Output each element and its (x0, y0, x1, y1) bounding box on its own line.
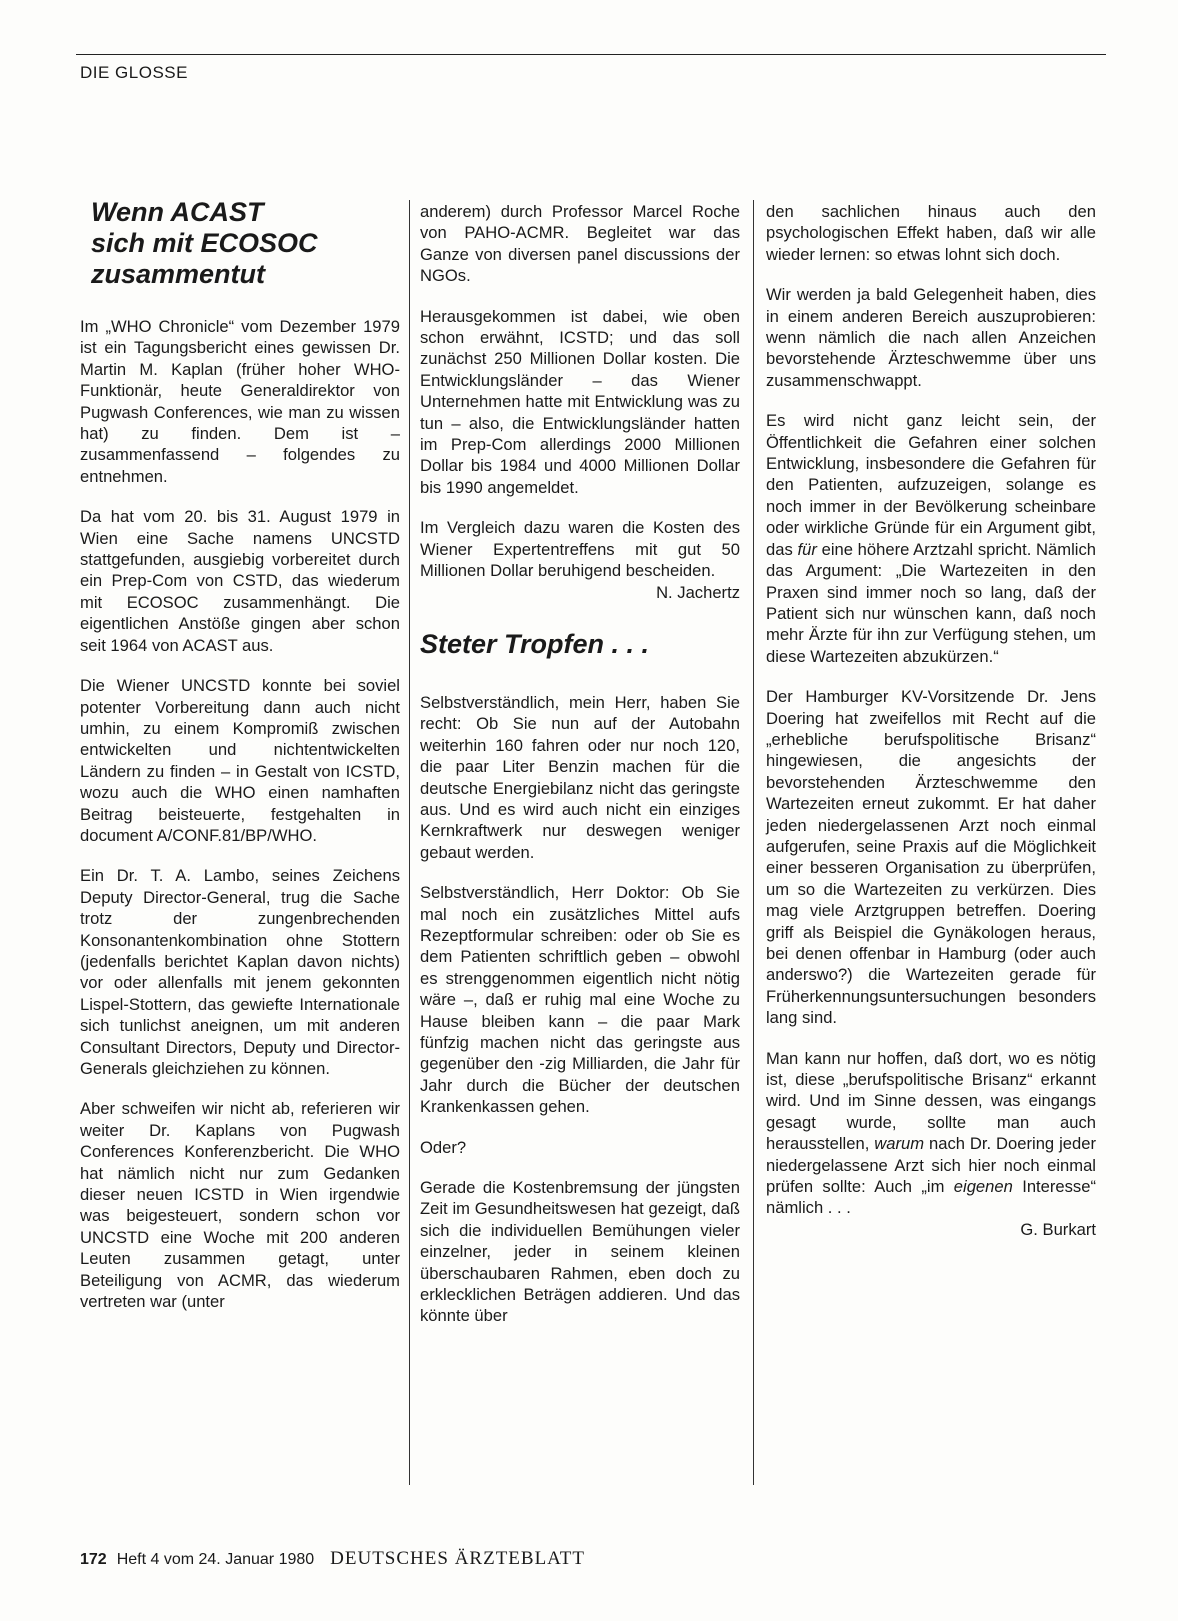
article-headline-2: Steter Tropfen . . . (420, 628, 650, 659)
column-1 (80, 316, 400, 1331)
article-headline (91, 197, 391, 290)
paragraph: Selbstverständlich, mein Herr, haben Sie recht: Ob Sie nun auf der Autobahn weiterhin 160 fahren oder nur noch 120, die paar Liter Benzin machen für die deutsche Energiebilanz nicht das geringste aus. Und es wird auch nicht ein einziges Kernkraftwerk nur deswegen weniger gebaut werden. (420, 692, 740, 862)
column-divider (409, 200, 410, 1485)
paragraph: anderem) durch Professor Marcel Roche von PAHO-ACMR. Begleitet war das Ganze von diversen panel discussions der NGOs. (420, 202, 740, 286)
paragraph: Da hat vom 20. bis 31. August 1979 in Wien eine Sache namens UNCSTD stattgefunden, ausgiebig vorbereitet durch ein Prep-Com von CSTD, das wiederum mit ECOSOC zusammenhängt. Die eigentlichen Anstöße gingen aber schon seit 1964 von ACAST aus. (80, 507, 400, 655)
paragraph: Ein Dr. T. A. Lambo, seines Zeichens Deputy Director-General, trug die Sache trotz der zungenbrechenden Konsonantenkombination ohne Stottern (jedenfalls berichtet Kaplan davon nichts) vor oder allenfalls mit jenem gekonnten Lispel-Stottern, das gewiefte Internationale sich tunlichst aneignen, um mit anderen Consultant Directors, Deputy und Director-Generals gleichziehen zu können. (80, 866, 400, 1078)
headline-line: zusammentut (91, 259, 266, 289)
journal-name: DEUTSCHES ÄRZTEBLATT (330, 1548, 586, 1569)
page-footer (80, 1548, 585, 1570)
paragraph: Oder? (420, 1137, 467, 1157)
paragraph: Im Vergleich dazu waren die Kosten des Wiener Expertentreffens mit gut 50 Millionen Dollar beruhigend bescheiden. (420, 518, 740, 581)
page-number: 172 (80, 1551, 107, 1568)
headline-line: Wenn ACAST (91, 197, 264, 227)
paragraph: Man kann nur hoffen, daß dort, wo es nötig ist, diese „berufspolitische Brisanz“ erkannt wird. Und im Sinne dessen, was eingangs gesagt wurde, sollte man auch herausstellen, warum nach Dr. Doering jeder niedergelassene Arzt sich hier noch einmal prüfen sollte: Auch „im eigenen Interesse“ nämlich . . . (766, 1048, 1096, 1218)
paragraph: Gerade die Kostenbremsung der jüngsten Zeit im Gesundheitswesen hat gezeigt, daß sich die individuellen Bemühungen vieler einzelner, jeder in seinem kleinen überschaubaren Rahmen, eben doch zu erklecklichen Beträgen addieren. Und das könnte über (420, 1178, 740, 1326)
signature-row (420, 582, 740, 603)
issue-info: Heft 4 vom 24. Januar 1980 (116, 1551, 315, 1568)
paragraph: Aber schweifen wir nicht ab, referieren wir weiter Dr. Kaplans von Pugwash Conferences Konferenzbericht. Die WHO hat nämlich nicht nur zum Gedanken dieser neuen ICSTD in Wien irgendwie was beigesteuert, sondern schon vor UNCSTD eine Woche mit 200 anderen Leuten zusammen getagt, unter Beteiligung von ACMR, das wiederum vertreten war (unter (80, 1099, 400, 1312)
headline-line: sich mit ECOSOC (91, 228, 318, 258)
top-rule (76, 54, 1106, 55)
column-3 (766, 201, 1096, 1240)
section-label: DIE GLOSSE (80, 63, 188, 82)
author-signature: N. Jachertz (656, 582, 740, 602)
paragraph: Es wird nicht ganz leicht sein, der Öffentlichkeit die Gefahren einer solchen Entwicklung, insbesondere die Gefahren für den Patienten, aufzuzeigen, solange es noch immer in der Bevölkerung scheinbare oder wirkliche Gründe für ein Argument gibt, das für eine höhere Arztzahl spricht. Nämlich das Argument: „Die Wartezeiten in den Praxen sind immer noch so lang, daß der Patient sich nur wünschen kann, daß noch mehr Ärzte für ihn zur Verfügung stehen, um diese Wartezeiten abzukürzen.“ (766, 411, 1096, 666)
author-signature: G. Burkart (1020, 1219, 1096, 1239)
paragraph: den sachlichen hinaus auch den psychologischen Effekt haben, daß wir alle wieder lernen: so etwas lohnt sich doch. (766, 202, 1096, 264)
paragraph: Herausgekommen ist dabei, wie oben schon erwähnt, ICSTD; und das soll zunächst 250 Millionen Dollar kosten. Die Entwicklungsländer – das Wiener Unternehmen hatte mit Entwicklung was zu tun – also, die Entwicklungsländer hatten im Prep-Com allerdings 2000 Millionen Dollar bis 1984 und 4000 Millionen Dollar bis 1990 angemeldet. (420, 306, 740, 497)
paragraph: Die Wiener UNCSTD konnte bei soviel potenter Vorbereitung dann auch nicht umhin, zu einem Kompromiß zwischen entwickelten und nichtentwickelten Ländern zu finden – in Gestalt von ICSTD, wozu auch die WHO einen namhaften Beitrag beisteuerte, festgehalten in document A/CONF.81/BP/WHO. (80, 676, 400, 845)
paragraph: Selbstverständlich, Herr Doktor: Ob Sie mal noch ein zusätzliches Mittel aufs Rezeptformular schreiben: oder ob Sie es dem Patienten schriftlich geben – obwohl es strenggenommen eigentlich nicht nötig wäre –, daß er ruhig mal eine Woche zu Hause bleiben kann – die paar Mark fünfzig machen nicht das geringste aus gegenüber den -zig Milliarden, die Jahr für Jahr durch die Bücher der deutschen Krankenkassen gehen. (420, 883, 740, 1117)
signature-row (766, 1219, 1096, 1240)
paragraph: Der Hamburger KV-Vorsitzende Dr. Jens Doering hat zweifellos mit Recht auf die „erhebliche berufspolitische Brisanz“ hingewiesen, die angesichts der bevorstehenden Ärzteschwemme den Wartezeiten erneut zukommt. Er hat daher jeden niedergelassenen Arzt noch einmal aufgerufen, seine Praxis auf die Möglichkeit einer besseren Organisation zu überprüfen, um so die Wartezeiten zu verkürzen. Dies mag viele Arztgruppen betreffen. Doering griff als Beispiel die Gynäkologen heraus, bei denen offenbar in Hamburg (oder auch anderswo?) die Wartezeiten gerade für Früherkennungsuntersuchungen besonders lang sind. (766, 687, 1096, 1028)
paragraph: Im „WHO Chronicle“ vom Dezember 1979 ist ein Tagungsbericht eines gewissen Dr. Martin M. Kaplan (früher hoher WHO-Funktionär, heute Generaldirektor von Pugwash Conferences, wie man zu wissen hat) zu finden. Dem ist – zusammenfassend – folgendes zu entnehmen. (80, 317, 400, 486)
column-2 (420, 201, 740, 1346)
column-divider (753, 200, 754, 1485)
paragraph: Wir werden ja bald Gelegenheit haben, dies in einem anderen Bereich auszuprobieren: wenn nämlich die nach allen Anzeichen bevorstehende Ärzteschwemme über uns zusammenschwappt. (766, 285, 1096, 390)
